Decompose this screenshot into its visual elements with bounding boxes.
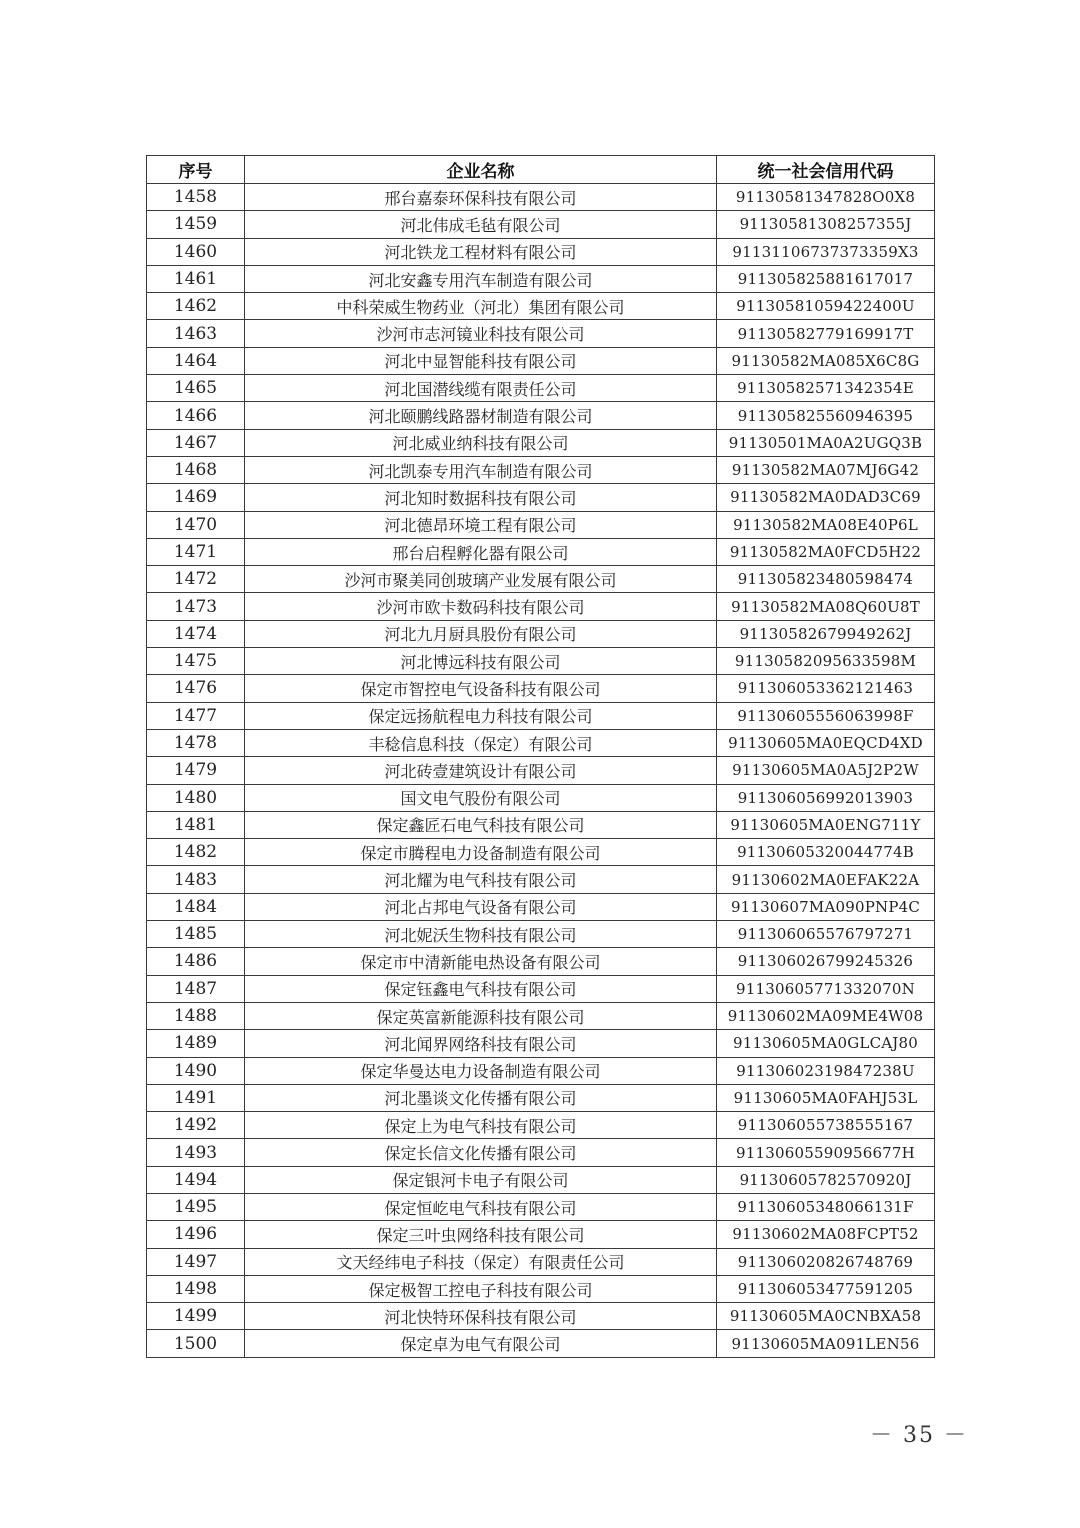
- credit-code-cell: 91130605MA0FAHJ53L: [717, 1084, 935, 1111]
- table-row: [147, 620, 935, 647]
- table-row: [147, 293, 935, 320]
- table-row: [147, 1057, 935, 1084]
- credit-code-cell: 91130605MA0A5J2P2W: [717, 757, 935, 784]
- table-row: [147, 1330, 935, 1357]
- company-name-cell: 文天经纬电子科技（保定）有限责任公司: [245, 1248, 717, 1275]
- credit-code-cell: 91130605782570920J: [717, 1166, 935, 1193]
- table-row: [147, 402, 935, 429]
- company-name-cell: 保定华曼达电力设备制造有限公司: [245, 1057, 717, 1084]
- serial-number-cell: 1460: [147, 238, 245, 265]
- table-row: [147, 1166, 935, 1193]
- table-row: [147, 1275, 935, 1302]
- credit-code-cell: 911306056992013903: [717, 784, 935, 811]
- serial-number-cell: 1491: [147, 1084, 245, 1111]
- credit-code-cell: 91130605590956677H: [717, 1139, 935, 1166]
- table-row: [147, 456, 935, 483]
- credit-code-cell: 91130602MA09ME4W08: [717, 1002, 935, 1029]
- company-name-cell: 保定上为电气科技有限公司: [245, 1112, 717, 1139]
- table-row: [147, 784, 935, 811]
- credit-code-cell: 911306026799245326: [717, 948, 935, 975]
- table-row: [147, 1030, 935, 1057]
- serial-number-cell: 1484: [147, 893, 245, 920]
- credit-code-cell: 91130582MA0FCD5H22: [717, 538, 935, 565]
- table-row: [147, 811, 935, 838]
- serial-number-cell: 1459: [147, 211, 245, 238]
- serial-number-cell: 1464: [147, 347, 245, 374]
- table-row: [147, 839, 935, 866]
- table-row: [147, 1084, 935, 1111]
- company-name-cell: 保定钰鑫电气科技有限公司: [245, 975, 717, 1002]
- table-row: [147, 1112, 935, 1139]
- serial-number-cell: 1458: [147, 184, 245, 211]
- table-row: [147, 265, 935, 292]
- company-name-cell: 邢台嘉泰环保科技有限公司: [245, 184, 717, 211]
- serial-number-cell: 1466: [147, 402, 245, 429]
- company-name-cell: 河北颐鹏线路器材制造有限公司: [245, 402, 717, 429]
- table-header-row: [147, 156, 935, 184]
- credit-code-cell: 91130501MA0A2UGQ3B: [717, 429, 935, 456]
- table-row: [147, 1248, 935, 1275]
- header-company-name: 企业名称: [245, 156, 717, 184]
- company-name-cell: 丰稔信息科技（保定）有限公司: [245, 729, 717, 756]
- company-name-cell: 保定鑫匠石电气科技有限公司: [245, 811, 717, 838]
- company-name-cell: 河北铁龙工程材料有限公司: [245, 238, 717, 265]
- credit-code-cell: 91130605MA0ENG711Y: [717, 811, 935, 838]
- company-table: [146, 155, 935, 1358]
- header-serial-number: 序号: [147, 156, 245, 184]
- table-row: [147, 347, 935, 374]
- credit-code-cell: 91130605771332070N: [717, 975, 935, 1002]
- table-row: [147, 866, 935, 893]
- company-name-cell: 河北德昂环境工程有限公司: [245, 511, 717, 538]
- company-name-cell: 保定远扬航程电力科技有限公司: [245, 702, 717, 729]
- serial-number-cell: 1468: [147, 456, 245, 483]
- credit-code-cell: 911306065576797271: [717, 921, 935, 948]
- table-row: [147, 893, 935, 920]
- company-name-cell: 保定市腾程电力设备制造有限公司: [245, 839, 717, 866]
- serial-number-cell: 1475: [147, 648, 245, 675]
- table-row: [147, 511, 935, 538]
- serial-number-cell: 1496: [147, 1221, 245, 1248]
- company-name-cell: 河北伟成毛毡有限公司: [245, 211, 717, 238]
- table-row: [147, 648, 935, 675]
- credit-code-cell: 911306055738555167: [717, 1112, 935, 1139]
- table-row: [147, 975, 935, 1002]
- company-name-cell: 沙河市欧卡数码科技有限公司: [245, 593, 717, 620]
- credit-code-cell: 91130582779169917T: [717, 320, 935, 347]
- company-name-cell: 河北凯泰专用汽车制造有限公司: [245, 456, 717, 483]
- company-name-cell: 保定银河卡电子有限公司: [245, 1166, 717, 1193]
- table-row: [147, 538, 935, 565]
- serial-number-cell: 1499: [147, 1303, 245, 1330]
- credit-code-cell: 91130607MA090PNP4C: [717, 893, 935, 920]
- credit-code-cell: 911305825560946395: [717, 402, 935, 429]
- table-row: [147, 566, 935, 593]
- company-name-cell: 河北知时数据科技有限公司: [245, 484, 717, 511]
- serial-number-cell: 1487: [147, 975, 245, 1002]
- serial-number-cell: 1488: [147, 1002, 245, 1029]
- credit-code-cell: 91130602MA0EFAK22A: [717, 866, 935, 893]
- credit-code-cell: 91130582MA0DAD3C69: [717, 484, 935, 511]
- serial-number-cell: 1497: [147, 1248, 245, 1275]
- credit-code-cell: 911305823480598474: [717, 566, 935, 593]
- serial-number-cell: 1500: [147, 1330, 245, 1357]
- credit-code-cell: 91130582MA07MJ6G42: [717, 456, 935, 483]
- credit-code-cell: 91130582MA08E40P6L: [717, 511, 935, 538]
- serial-number-cell: 1478: [147, 729, 245, 756]
- company-name-cell: 沙河市志河镜业科技有限公司: [245, 320, 717, 347]
- company-name-cell: 河北耀为电气科技有限公司: [245, 866, 717, 893]
- table-row: [147, 1002, 935, 1029]
- credit-code-cell: 91130605320044774B: [717, 839, 935, 866]
- table-row: [147, 320, 935, 347]
- header-credit-code: 统一社会信用代码: [717, 156, 935, 184]
- credit-code-cell: 91130582095633598M: [717, 648, 935, 675]
- company-name-cell: 保定英富新能源科技有限公司: [245, 1002, 717, 1029]
- credit-code-cell: 91130605MA0EQCD4XD: [717, 729, 935, 756]
- table-row: [147, 675, 935, 702]
- serial-number-cell: 1482: [147, 839, 245, 866]
- serial-number-cell: 1467: [147, 429, 245, 456]
- credit-code-cell: 91130605MA0GLCAJ80: [717, 1030, 935, 1057]
- table-row: [147, 729, 935, 756]
- credit-code-cell: 911306020826748769: [717, 1248, 935, 1275]
- credit-code-cell: 911305825881617017: [717, 265, 935, 292]
- serial-number-cell: 1492: [147, 1112, 245, 1139]
- table-row: [147, 702, 935, 729]
- serial-number-cell: 1477: [147, 702, 245, 729]
- serial-number-cell: 1471: [147, 538, 245, 565]
- company-name-cell: 保定恒屹电气科技有限公司: [245, 1193, 717, 1220]
- company-name-cell: 沙河市聚美同创玻璃产业发展有限公司: [245, 566, 717, 593]
- table-row: [147, 429, 935, 456]
- serial-number-cell: 1486: [147, 948, 245, 975]
- company-name-cell: 河北威业纳科技有限公司: [245, 429, 717, 456]
- credit-code-cell: 91130582679949262J: [717, 620, 935, 647]
- table-row: [147, 375, 935, 402]
- credit-code-cell: 91130605MA0CNBXA58: [717, 1303, 935, 1330]
- credit-code-cell: 91130602319847238U: [717, 1057, 935, 1084]
- credit-code-cell: 91130582MA085X6C8G: [717, 347, 935, 374]
- company-name-cell: 河北国潜线缆有限责任公司: [245, 375, 717, 402]
- credit-code-cell: 91130581347828O0X8: [717, 184, 935, 211]
- table-row: [147, 184, 935, 211]
- credit-code-cell: 91130581308257355J: [717, 211, 935, 238]
- table-row: [147, 1303, 935, 1330]
- company-name-cell: 河北中显智能科技有限公司: [245, 347, 717, 374]
- serial-number-cell: 1463: [147, 320, 245, 347]
- credit-code-cell: 911306053362121463: [717, 675, 935, 702]
- serial-number-cell: 1470: [147, 511, 245, 538]
- table-body: [147, 184, 935, 1358]
- company-name-cell: 河北占邦电气设备有限公司: [245, 893, 717, 920]
- company-name-cell: 河北安鑫专用汽车制造有限公司: [245, 265, 717, 292]
- serial-number-cell: 1498: [147, 1275, 245, 1302]
- company-name-cell: 保定市智控电气设备科技有限公司: [245, 675, 717, 702]
- page-number: － 35 －: [870, 1423, 968, 1448]
- company-name-cell: 河北博远科技有限公司: [245, 648, 717, 675]
- credit-code-cell: 91131106737373359X3: [717, 238, 935, 265]
- table-row: [147, 921, 935, 948]
- table-row: [147, 211, 935, 238]
- credit-code-cell: 91130605556063998F: [717, 702, 935, 729]
- serial-number-cell: 1479: [147, 757, 245, 784]
- company-name-cell: 保定市中清新能电热设备有限公司: [245, 948, 717, 975]
- company-name-cell: 中科荣威生物药业（河北）集团有限公司: [245, 293, 717, 320]
- table-row: [147, 593, 935, 620]
- company-name-cell: 河北闻界网络科技有限公司: [245, 1030, 717, 1057]
- table-row: [147, 1139, 935, 1166]
- company-name-cell: 保定卓为电气有限公司: [245, 1330, 717, 1357]
- credit-code-cell: 91130582MA08Q60U8T: [717, 593, 935, 620]
- credit-code-cell: 91130605348066131F: [717, 1193, 935, 1220]
- company-name-cell: 保定三叶虫网络科技有限公司: [245, 1221, 717, 1248]
- table-row: [147, 948, 935, 975]
- serial-number-cell: 1473: [147, 593, 245, 620]
- serial-number-cell: 1469: [147, 484, 245, 511]
- table-row: [147, 1193, 935, 1220]
- serial-number-cell: 1490: [147, 1057, 245, 1084]
- serial-number-cell: 1462: [147, 293, 245, 320]
- serial-number-cell: 1489: [147, 1030, 245, 1057]
- company-name-cell: 邢台启程孵化器有限公司: [245, 538, 717, 565]
- credit-code-cell: 91130581059422400U: [717, 293, 935, 320]
- credit-code-cell: 91130602MA08FCPT52: [717, 1221, 935, 1248]
- serial-number-cell: 1461: [147, 265, 245, 292]
- table-row: [147, 757, 935, 784]
- serial-number-cell: 1465: [147, 375, 245, 402]
- serial-number-cell: 1480: [147, 784, 245, 811]
- company-name-cell: 河北九月厨具股份有限公司: [245, 620, 717, 647]
- serial-number-cell: 1472: [147, 566, 245, 593]
- serial-number-cell: 1476: [147, 675, 245, 702]
- company-name-cell: 国文电气股份有限公司: [245, 784, 717, 811]
- company-name-cell: 河北墨谈文化传播有限公司: [245, 1084, 717, 1111]
- credit-code-cell: 91130582571342354E: [717, 375, 935, 402]
- serial-number-cell: 1481: [147, 811, 245, 838]
- company-name-cell: 保定长信文化传播有限公司: [245, 1139, 717, 1166]
- company-name-cell: 河北快特环保科技有限公司: [245, 1303, 717, 1330]
- serial-number-cell: 1493: [147, 1139, 245, 1166]
- serial-number-cell: 1495: [147, 1193, 245, 1220]
- serial-number-cell: 1494: [147, 1166, 245, 1193]
- company-name-cell: 河北妮沃生物科技有限公司: [245, 921, 717, 948]
- credit-code-cell: 91130605MA091LEN56: [717, 1330, 935, 1357]
- company-name-cell: 河北砖壹建筑设计有限公司: [245, 757, 717, 784]
- serial-number-cell: 1485: [147, 921, 245, 948]
- serial-number-cell: 1483: [147, 866, 245, 893]
- serial-number-cell: 1474: [147, 620, 245, 647]
- table-row: [147, 484, 935, 511]
- table-row: [147, 238, 935, 265]
- credit-code-cell: 911306053477591205: [717, 1275, 935, 1302]
- company-name-cell: 保定极智工控电子科技有限公司: [245, 1275, 717, 1302]
- table-row: [147, 1221, 935, 1248]
